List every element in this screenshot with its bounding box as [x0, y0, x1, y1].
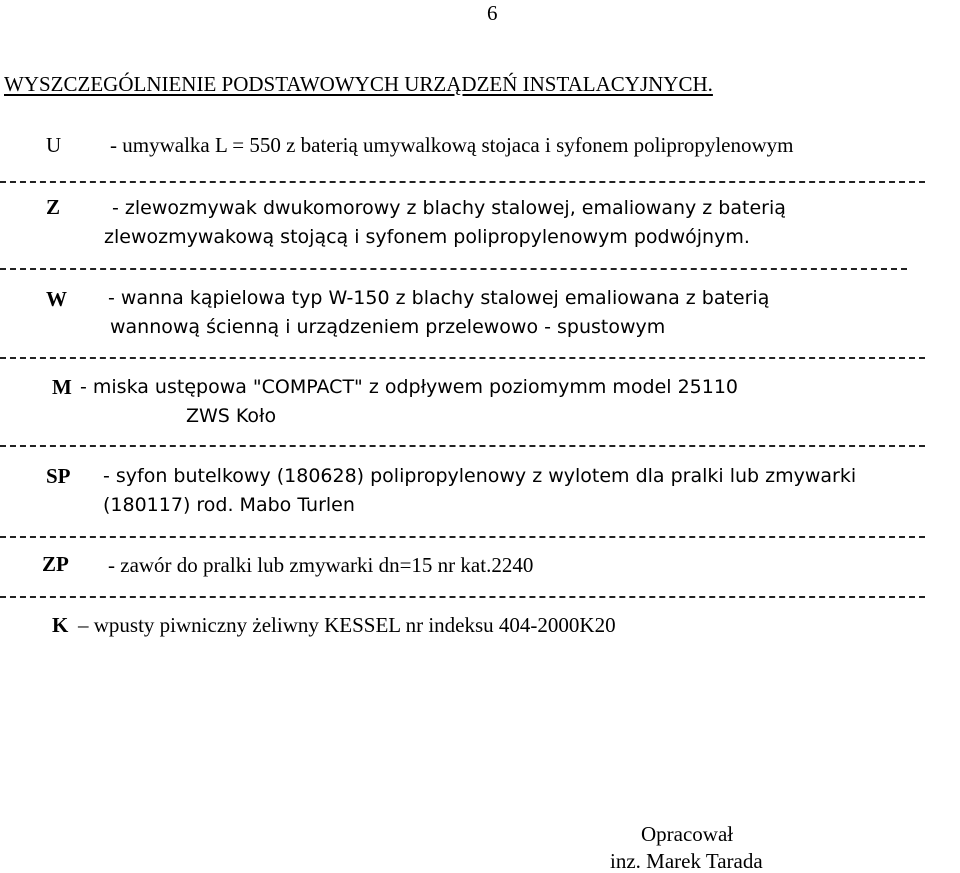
item-z-line1: - zlewozmywak dwukomorowy z blachy stalowej, emaliowany z baterią	[112, 197, 786, 219]
separator	[0, 268, 907, 270]
item-sp-line2: (180117) rod. Mabo Turlen	[103, 494, 355, 516]
separator	[0, 445, 925, 447]
item-m-line2: ZWS Koło	[186, 405, 277, 427]
signature-name: inz. Marek Tarada	[610, 849, 763, 873]
item-w-line2: wannową ścienną i urządzeniem przelewowo - spustowym	[110, 316, 666, 338]
item-m-line1: - miska ustępowa "COMPACT" z odpływem poziomymm model 25110	[80, 376, 739, 398]
separator	[0, 357, 925, 359]
page-title: WYSZCZEGÓLNIENIE PODSTAWOWYCH URZĄDZEŃ INSTALACYJNYCH.	[4, 72, 713, 96]
signature-label: Opracował	[641, 822, 734, 846]
item-sp-line1: - syfon butelkowy (180628) polipropylenowy z wylotem dla pralki lub zmywarki	[103, 465, 857, 487]
item-w-line1: - wanna kąpielowa typ W-150 z blachy stalowej emaliowana z baterią	[108, 287, 770, 309]
item-zp-line1: - zawór do pralki lub zmywarki dn=15 nr kat.2240	[108, 553, 534, 577]
item-code-u: U	[46, 133, 62, 157]
separator	[0, 181, 925, 183]
item-u-line1: - umywalka L = 550 z baterią umywalkową stojaca i syfonem polipropylenowym	[110, 133, 794, 157]
item-code-k: K	[52, 613, 69, 637]
separator	[0, 536, 925, 538]
item-z-line2: zlewozmywakową stojącą i syfonem polipropylenowym podwójnym.	[104, 226, 750, 248]
item-code-m: M	[52, 375, 72, 399]
separator	[0, 596, 925, 598]
item-k-line1: – wpusty piwniczny żeliwny KESSEL nr indeksu 404-2000K20	[78, 613, 616, 637]
item-code-zp: ZP	[42, 552, 69, 576]
item-code-z: Z	[46, 195, 61, 219]
page-number: 6	[487, 1, 498, 25]
item-code-sp: SP	[46, 464, 71, 488]
item-code-w: W	[46, 287, 67, 311]
